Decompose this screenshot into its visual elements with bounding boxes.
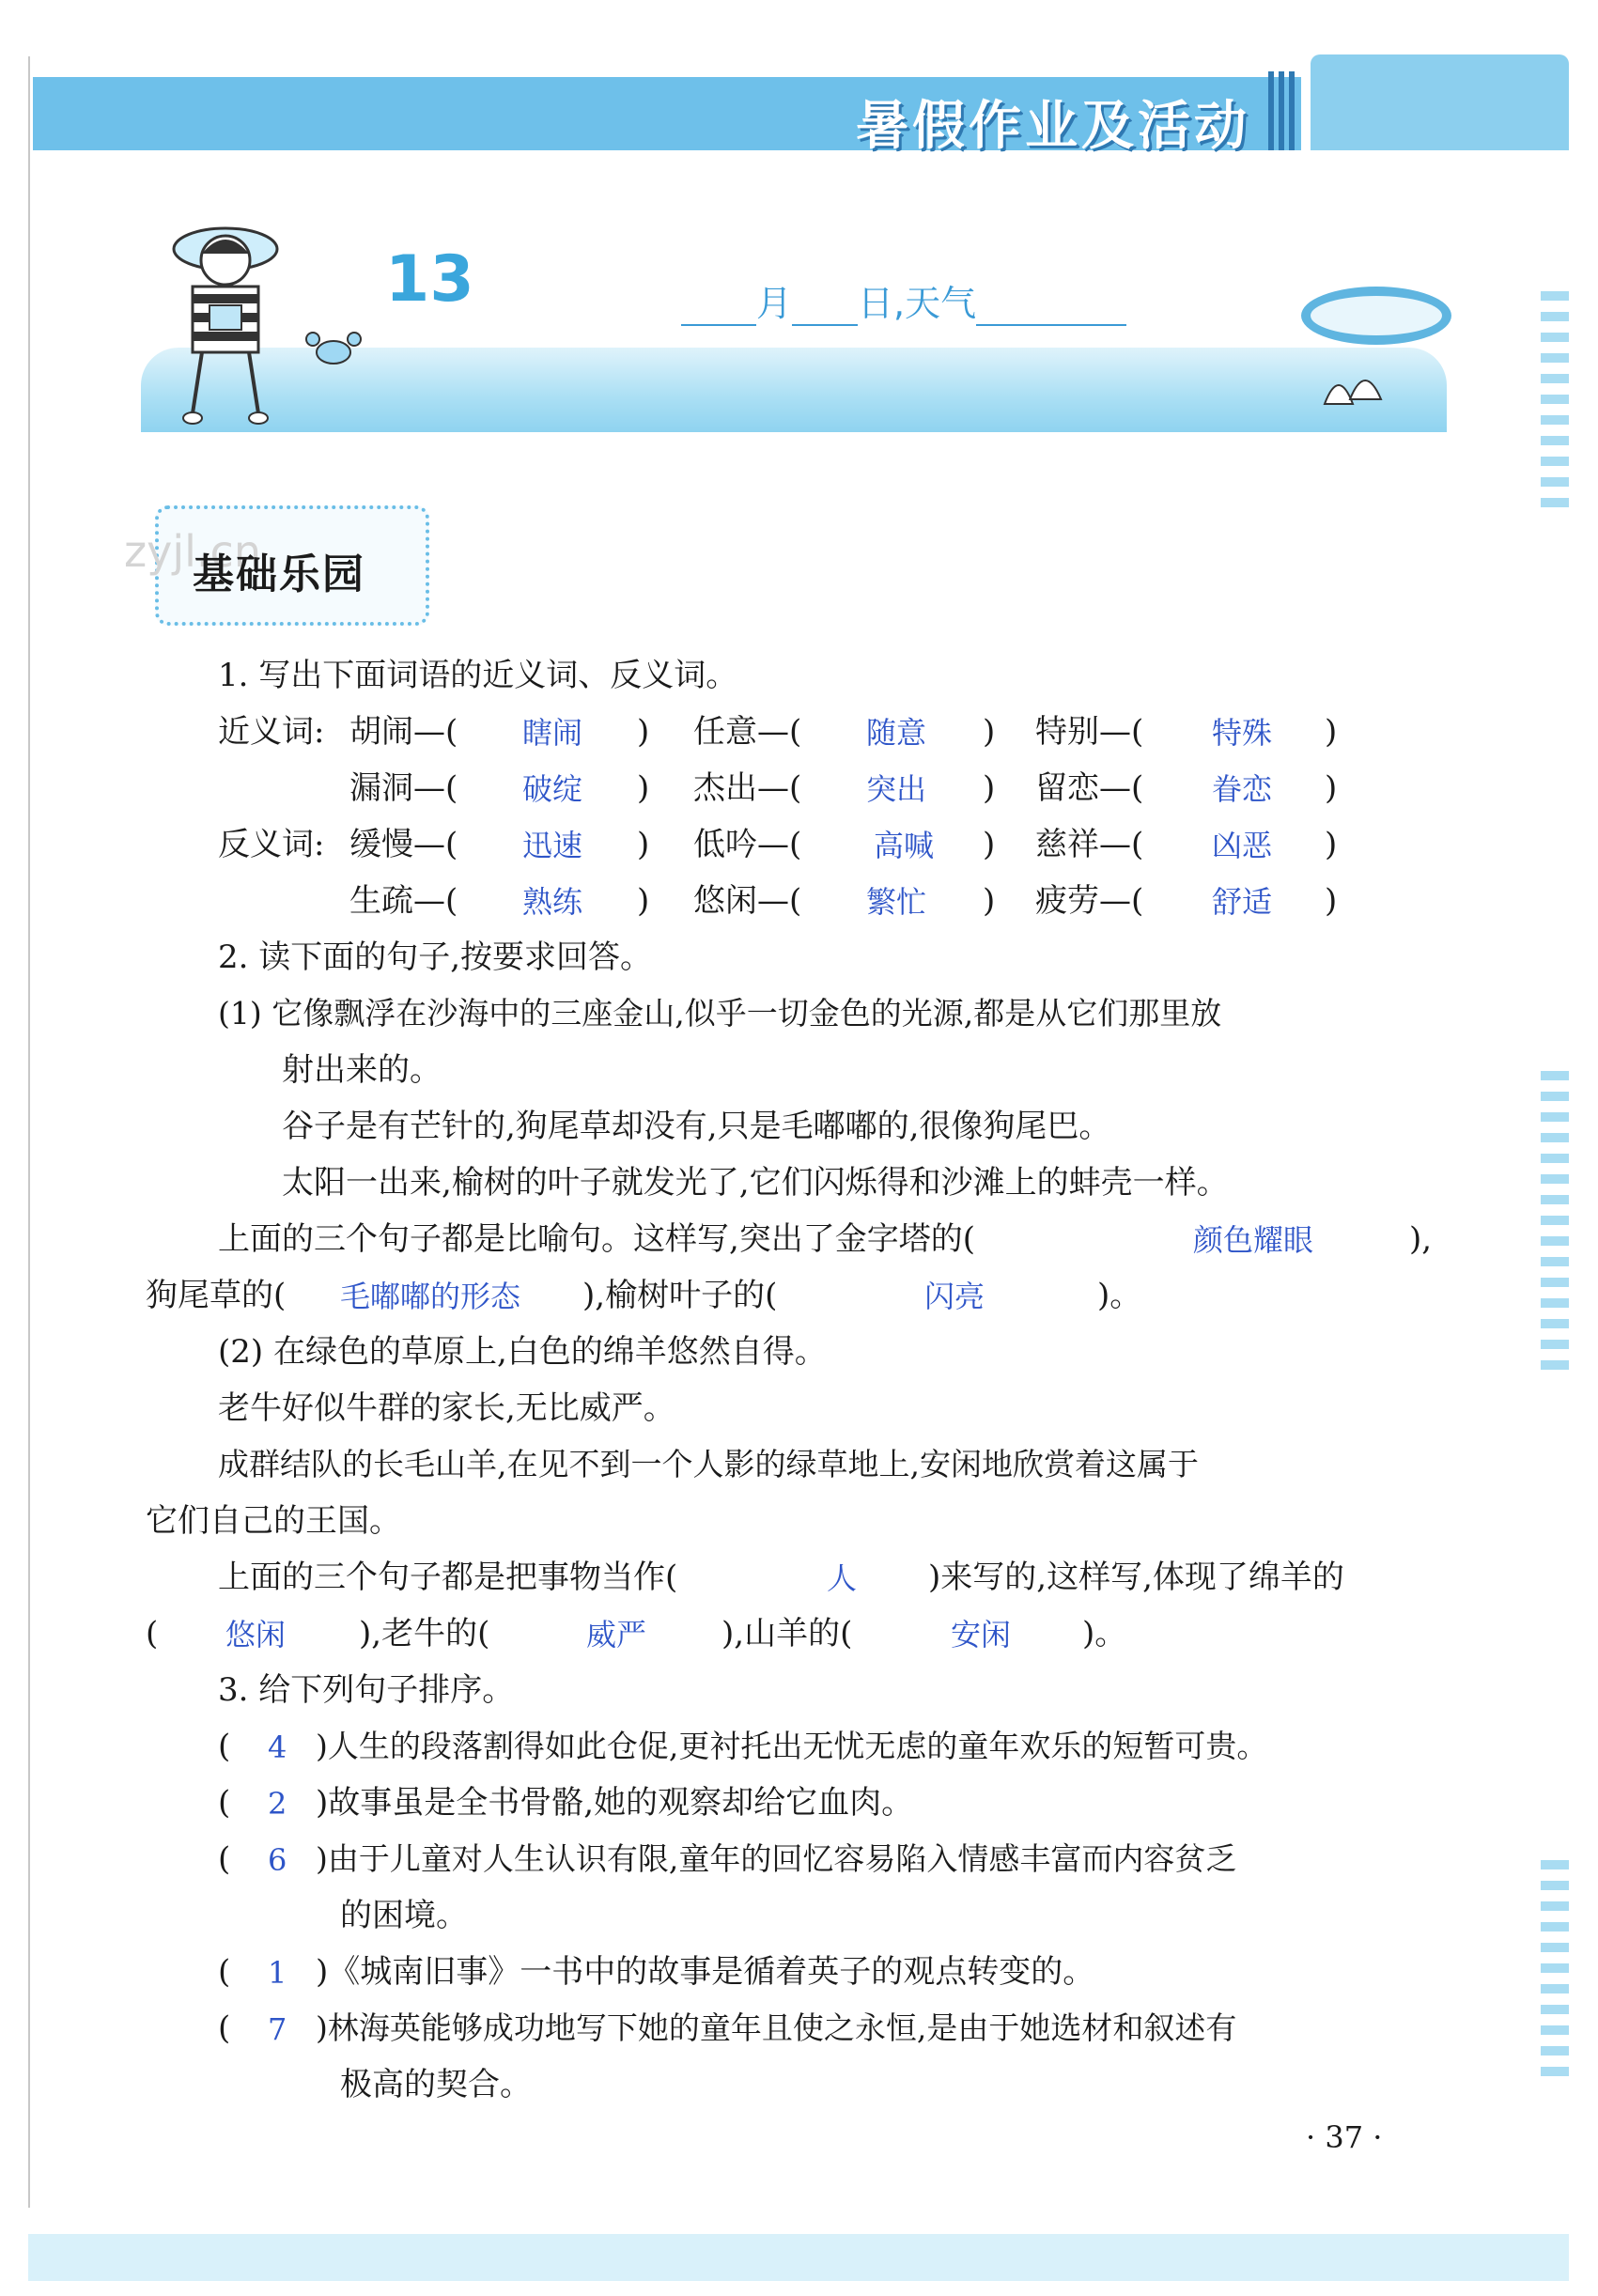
answer-text: 随意 (866, 715, 927, 751)
crab-icon (296, 324, 371, 371)
answer-text: 破绽 (522, 771, 583, 807)
paren-close: ) (983, 713, 996, 751)
synonym-label: 近义词: (218, 713, 325, 751)
sentence-item: )林海英能够成功地写下她的童年且使之永恒,是由于她选材和叙述有 (316, 2009, 1237, 2046)
sentence-item: )故事虽是全书骨骼,她的观察却给它血肉。 (316, 1784, 914, 1822)
answer-text: 繁忙 (866, 884, 927, 920)
paren-close: ) (1325, 769, 1338, 807)
watermark: zyjl.cn (124, 526, 261, 577)
side-stripe-decoration (1541, 1071, 1569, 1381)
banner-illustration (1311, 54, 1569, 150)
order-answer: 2 (268, 1786, 287, 1822)
sentence-item-continued: 极高的契合。 (340, 2066, 532, 2103)
word-item: 留恋—( (1035, 769, 1144, 807)
answer-text: 迅速 (522, 828, 583, 863)
order-answer: 1 (268, 1955, 287, 1991)
sentence-item: )《城南旧事》一书中的故事是循着英子的观点转变的。 (316, 1953, 1095, 1991)
sentence-item: )由于儿童对人生认识有限,童年的回忆容易陷入情感丰富而内容贫乏 (316, 1840, 1237, 1877)
word-item: 生疏—( (349, 882, 458, 920)
answer-text: 凶恶 (1212, 828, 1273, 863)
section-title: 基础乐园 (193, 551, 365, 598)
date-weather-line: 月 日,天气 (681, 274, 1126, 326)
word-item: 任意—( (693, 713, 802, 751)
word-item: 低吟—( (693, 826, 802, 863)
paren-open: ( (218, 1784, 231, 1822)
footer-band (28, 2234, 1569, 2281)
answer-text: 安闲 (951, 1617, 1012, 1652)
q2-question: )。 (1082, 1615, 1127, 1652)
paren-close: ) (983, 769, 996, 807)
order-answer: 7 (268, 2011, 287, 2047)
q2-sentence: 老牛好似牛群的家长,无比威严。 (218, 1389, 675, 1427)
paren-close: ) (637, 713, 650, 751)
answer-text: 颜色耀眼 (1193, 1222, 1314, 1258)
word-item: 特别—( (1035, 713, 1144, 751)
shell-icon (1320, 362, 1386, 409)
answer-text: 悠闲 (225, 1617, 287, 1652)
q3-prompt: 3. 给下列句子排序。 (218, 1671, 515, 1709)
swim-ring-illustration (1301, 287, 1451, 345)
paren-close: ) (1325, 713, 1338, 751)
paren-close: ) (1325, 882, 1338, 920)
antonym-label: 反义词: (218, 826, 325, 863)
side-stripe-decoration (1541, 1860, 1569, 2086)
order-answer: 4 (268, 1730, 287, 1765)
q1-prompt: 1. 写出下面词语的近义词、反义词。 (218, 657, 738, 694)
sentence-item-continued: 的困境。 (340, 1897, 468, 1934)
q2-question: )来写的,这样写,体现了绵羊的 (928, 1559, 1344, 1596)
answer-text: 高喊 (874, 828, 935, 863)
answer-text: 毛嘟嘟的形态 (340, 1279, 521, 1314)
q2-question: 上面的三个句子都是把事物当作( (218, 1559, 678, 1596)
order-answer: 6 (268, 1842, 287, 1878)
answer-text: 突出 (866, 771, 927, 807)
q2-question: ),山羊的( (721, 1615, 853, 1652)
q2-question: )。 (1097, 1277, 1142, 1314)
q2-sentence: 成群结队的长毛山羊,在见不到一个人影的绿草地上,安闲地欣赏着这属于 (218, 1446, 1199, 1482)
answer-text: 特殊 (1212, 715, 1273, 751)
header-title: 暑假作业及活动 (856, 96, 1250, 157)
answer-text: 人 (827, 1560, 858, 1596)
answer-text: 闪亮 (924, 1279, 985, 1314)
q2-sentence: 太阳一出来,榆树的叶子就发光了,它们闪烁得和沙滩上的蚌壳一样。 (282, 1164, 1229, 1202)
q2-sentence: 它们自己的王国。 (146, 1502, 401, 1540)
answer-text: 熟练 (522, 884, 583, 920)
paren-open: ( (218, 2009, 231, 2047)
word-item: 漏洞—( (349, 769, 458, 807)
day-label: 日 (858, 283, 894, 324)
child-reading-illustration (164, 211, 287, 427)
answer-text: 舒适 (1212, 884, 1273, 920)
sentence-item: )人生的段落割得如此仓促,更衬托出无忧无虑的童年欢乐的短暂可贵。 (316, 1728, 1268, 1764)
word-item: 缓慢—( (349, 826, 458, 863)
word-item: 杰出—( (693, 769, 802, 807)
q2-sentence: (1) 它像飘浮在沙海中的三座金山,似乎一切金色的光源,都是从它们那里放 (218, 995, 1222, 1032)
word-item: 胡闹—( (349, 713, 458, 751)
banner-bars-decoration (1268, 71, 1306, 150)
paren-open: ( (218, 1728, 231, 1765)
q2-prompt: 2. 读下面的句子,按要求回答。 (218, 939, 653, 976)
q2-question: 上面的三个句子都是比喻句。这样写,突出了金字塔的( (218, 1220, 976, 1258)
paren-close: ) (1325, 826, 1338, 863)
day-number: 13 (385, 242, 474, 317)
answer-text: 眷恋 (1212, 771, 1273, 807)
weather-label: 天气 (905, 283, 977, 324)
paren-close: ) (983, 882, 996, 920)
paren-close: ) (637, 882, 650, 920)
page-edge-rule (28, 56, 30, 2208)
month-label: 月 (756, 283, 793, 324)
word-item: 疲劳—( (1035, 882, 1144, 920)
paren-close: ) (637, 769, 650, 807)
answer-text: 威严 (586, 1617, 647, 1652)
q2-question: 狗尾草的( (146, 1277, 287, 1314)
q2-sentence: (2) 在绿色的草原上,白色的绵羊悠然自得。 (218, 1333, 827, 1371)
side-stripe-decoration (1541, 291, 1569, 517)
word-item: 慈祥—( (1035, 826, 1144, 863)
paren-open: ( (218, 1840, 231, 1878)
q2-question: ( (146, 1615, 159, 1652)
q2-sentence: 谷子是有芒针的,狗尾草却没有,只是毛嘟嘟的,很像狗尾巴。 (282, 1108, 1111, 1145)
paren-close: ) (637, 826, 650, 863)
paren-close: ) (983, 826, 996, 863)
page-number: · 37 · (1306, 2119, 1383, 2155)
q2-sentence: 射出来的。 (282, 1051, 442, 1089)
q2-question: ),榆树叶子的( (582, 1277, 778, 1314)
q2-question: ), (1409, 1220, 1433, 1258)
paren-open: ( (218, 1953, 231, 1991)
word-item: 悠闲—( (693, 882, 802, 920)
answer-text: 瞎闹 (522, 715, 583, 751)
q2-question: ),老牛的( (359, 1615, 490, 1652)
